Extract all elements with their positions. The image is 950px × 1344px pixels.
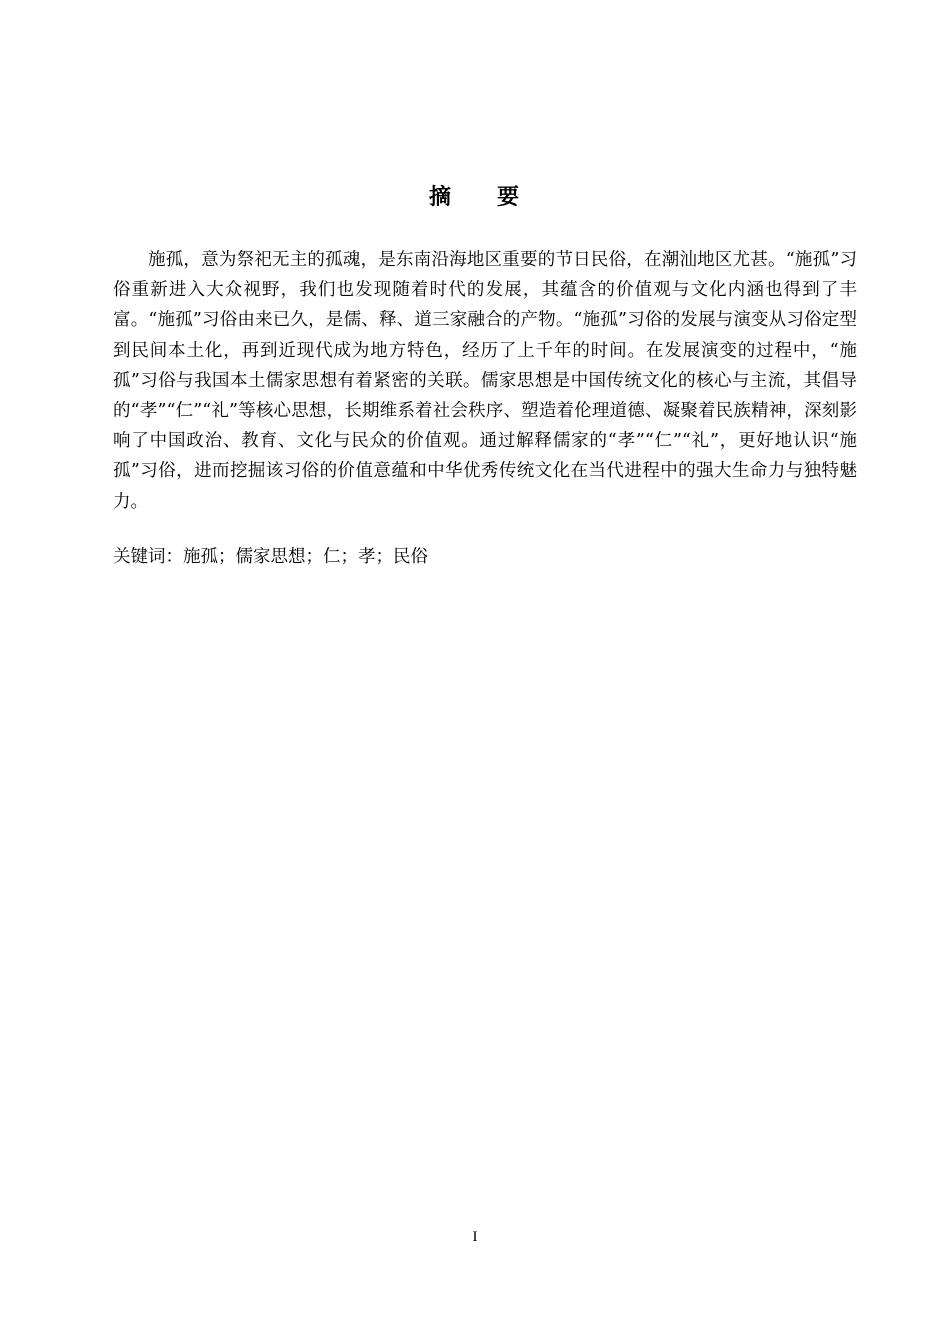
page-number: I [472, 1229, 478, 1245]
keywords-label: 关键词： [113, 547, 183, 567]
abstract-body: 施孤，意为祭祀无主的孤魂，是东南沿海地区重要的节日民俗，在潮汕地区尤甚。“施孤”习俗重新进入大众视野，我们也发现随着时代的发展，其蕴含的价值观与文化内涵也得到了丰富。“施孤”习俗由来已久，是儒、释、道三家融合的产物。“施孤”习俗的发展与演变从习俗定型到民间本土化，再到近现代成为地方特色，经历了上千年的时间。在发展演变的过程中，“施孤”习俗与我国本土儒家思想有着紧密的关联。儒家思想是中国传统文化的核心与主流，其倡导的“孝”“仁”“礼”等核心思想，长期维系着社会秩序、塑造着伦理道德、凝聚着民族精神，深刻影响了中国政治、教育、文化与民众的价值观。通过解释儒家的“孝”“仁”“礼”，更好地认识“施孤”习俗，进而挖掘该习俗的价值意蕴和中华优秀传统文化在当代进程中的强大生命力与独特魅力。 [113, 250, 857, 512]
abstract-heading [0, 180, 950, 211]
keywords-value: 施孤；儒家思想；仁；孝；民俗 [183, 547, 428, 567]
abstract-heading-char-1: 摘 [428, 185, 453, 210]
keywords-line [113, 543, 857, 571]
abstract-heading-char-2: 要 [497, 185, 522, 210]
